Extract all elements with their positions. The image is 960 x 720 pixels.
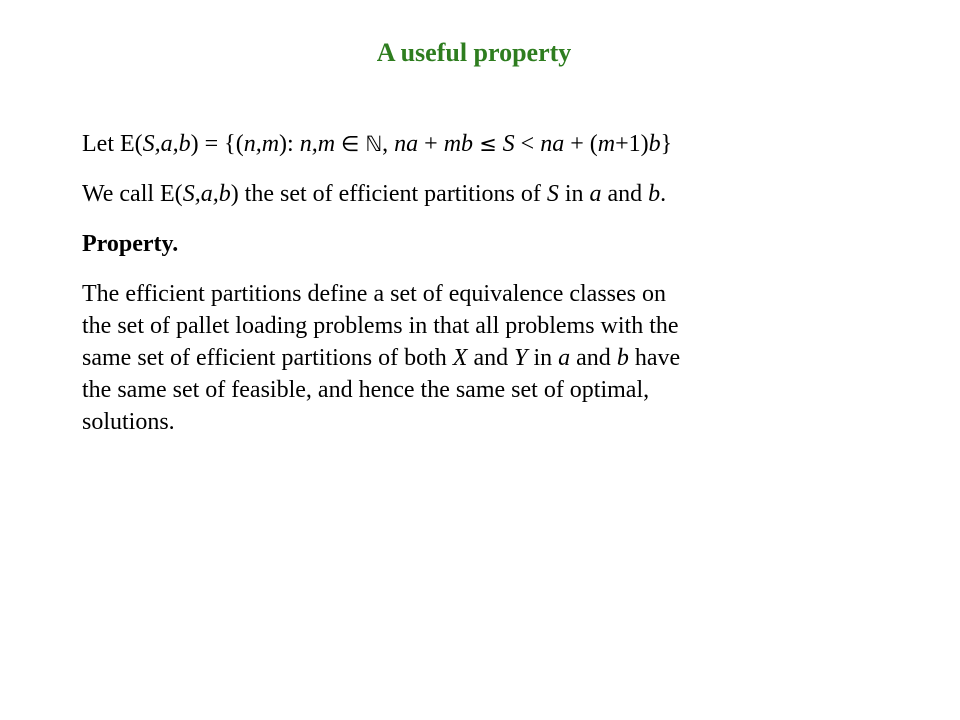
def-plus: + xyxy=(418,131,444,157)
def-b: b xyxy=(648,131,661,157)
italic-variable: X xyxy=(452,345,468,371)
leq-symbol: ≤ xyxy=(479,132,497,156)
def-s: S xyxy=(502,131,515,157)
def-na: na xyxy=(394,131,419,157)
body-line: The efficient partitions define a set of equivalence classes on xyxy=(82,281,666,307)
def-na2: na xyxy=(540,131,565,157)
call-prefix: We call E( xyxy=(82,181,183,207)
property-heading: Property. xyxy=(82,231,179,257)
def-mb: mb xyxy=(443,131,474,157)
def-plus-one: +1) xyxy=(615,131,649,157)
call-end: . xyxy=(660,181,667,207)
italic-variable: Y xyxy=(514,345,528,371)
naturals-symbol: ℕ xyxy=(365,132,383,156)
call-s: S xyxy=(546,181,559,207)
def-vars: n,m xyxy=(299,131,336,157)
call-middle: ) the set of efficient partitions of xyxy=(230,181,547,207)
call-args: S,a,b xyxy=(182,181,231,207)
slide-content xyxy=(82,128,882,438)
italic-variable: a xyxy=(558,345,571,371)
def-args: S,a,b xyxy=(142,131,191,157)
call-and: and xyxy=(601,181,649,207)
call-line xyxy=(82,178,882,210)
element-of-symbol: ∈ xyxy=(341,132,360,156)
definition-line xyxy=(82,128,882,160)
def-let: Let E( xyxy=(82,131,143,157)
def-lt: < xyxy=(514,131,541,157)
def-close: } xyxy=(660,131,673,157)
def-eq: ) = {( xyxy=(190,131,244,157)
def-comma: , xyxy=(382,131,395,157)
call-in: in xyxy=(558,181,590,207)
def-m: m xyxy=(597,131,616,157)
call-a: a xyxy=(589,181,602,207)
call-b: b xyxy=(648,181,661,207)
property-body xyxy=(82,278,882,438)
body-line: solutions. xyxy=(82,409,175,435)
def-colon: ): xyxy=(279,131,300,157)
body-line: same set of efficient partitions of both X and Y in a and b have xyxy=(82,345,681,371)
italic-variable: b xyxy=(616,345,629,371)
def-plus2: + ( xyxy=(564,131,598,157)
body-line: the set of pallet loading problems in that all problems with the xyxy=(82,313,679,339)
def-pair: n,m xyxy=(243,131,280,157)
slide-title: A useful property xyxy=(376,38,572,67)
body-line: the same set of feasible, and hence the same set of optimal, xyxy=(82,377,650,403)
